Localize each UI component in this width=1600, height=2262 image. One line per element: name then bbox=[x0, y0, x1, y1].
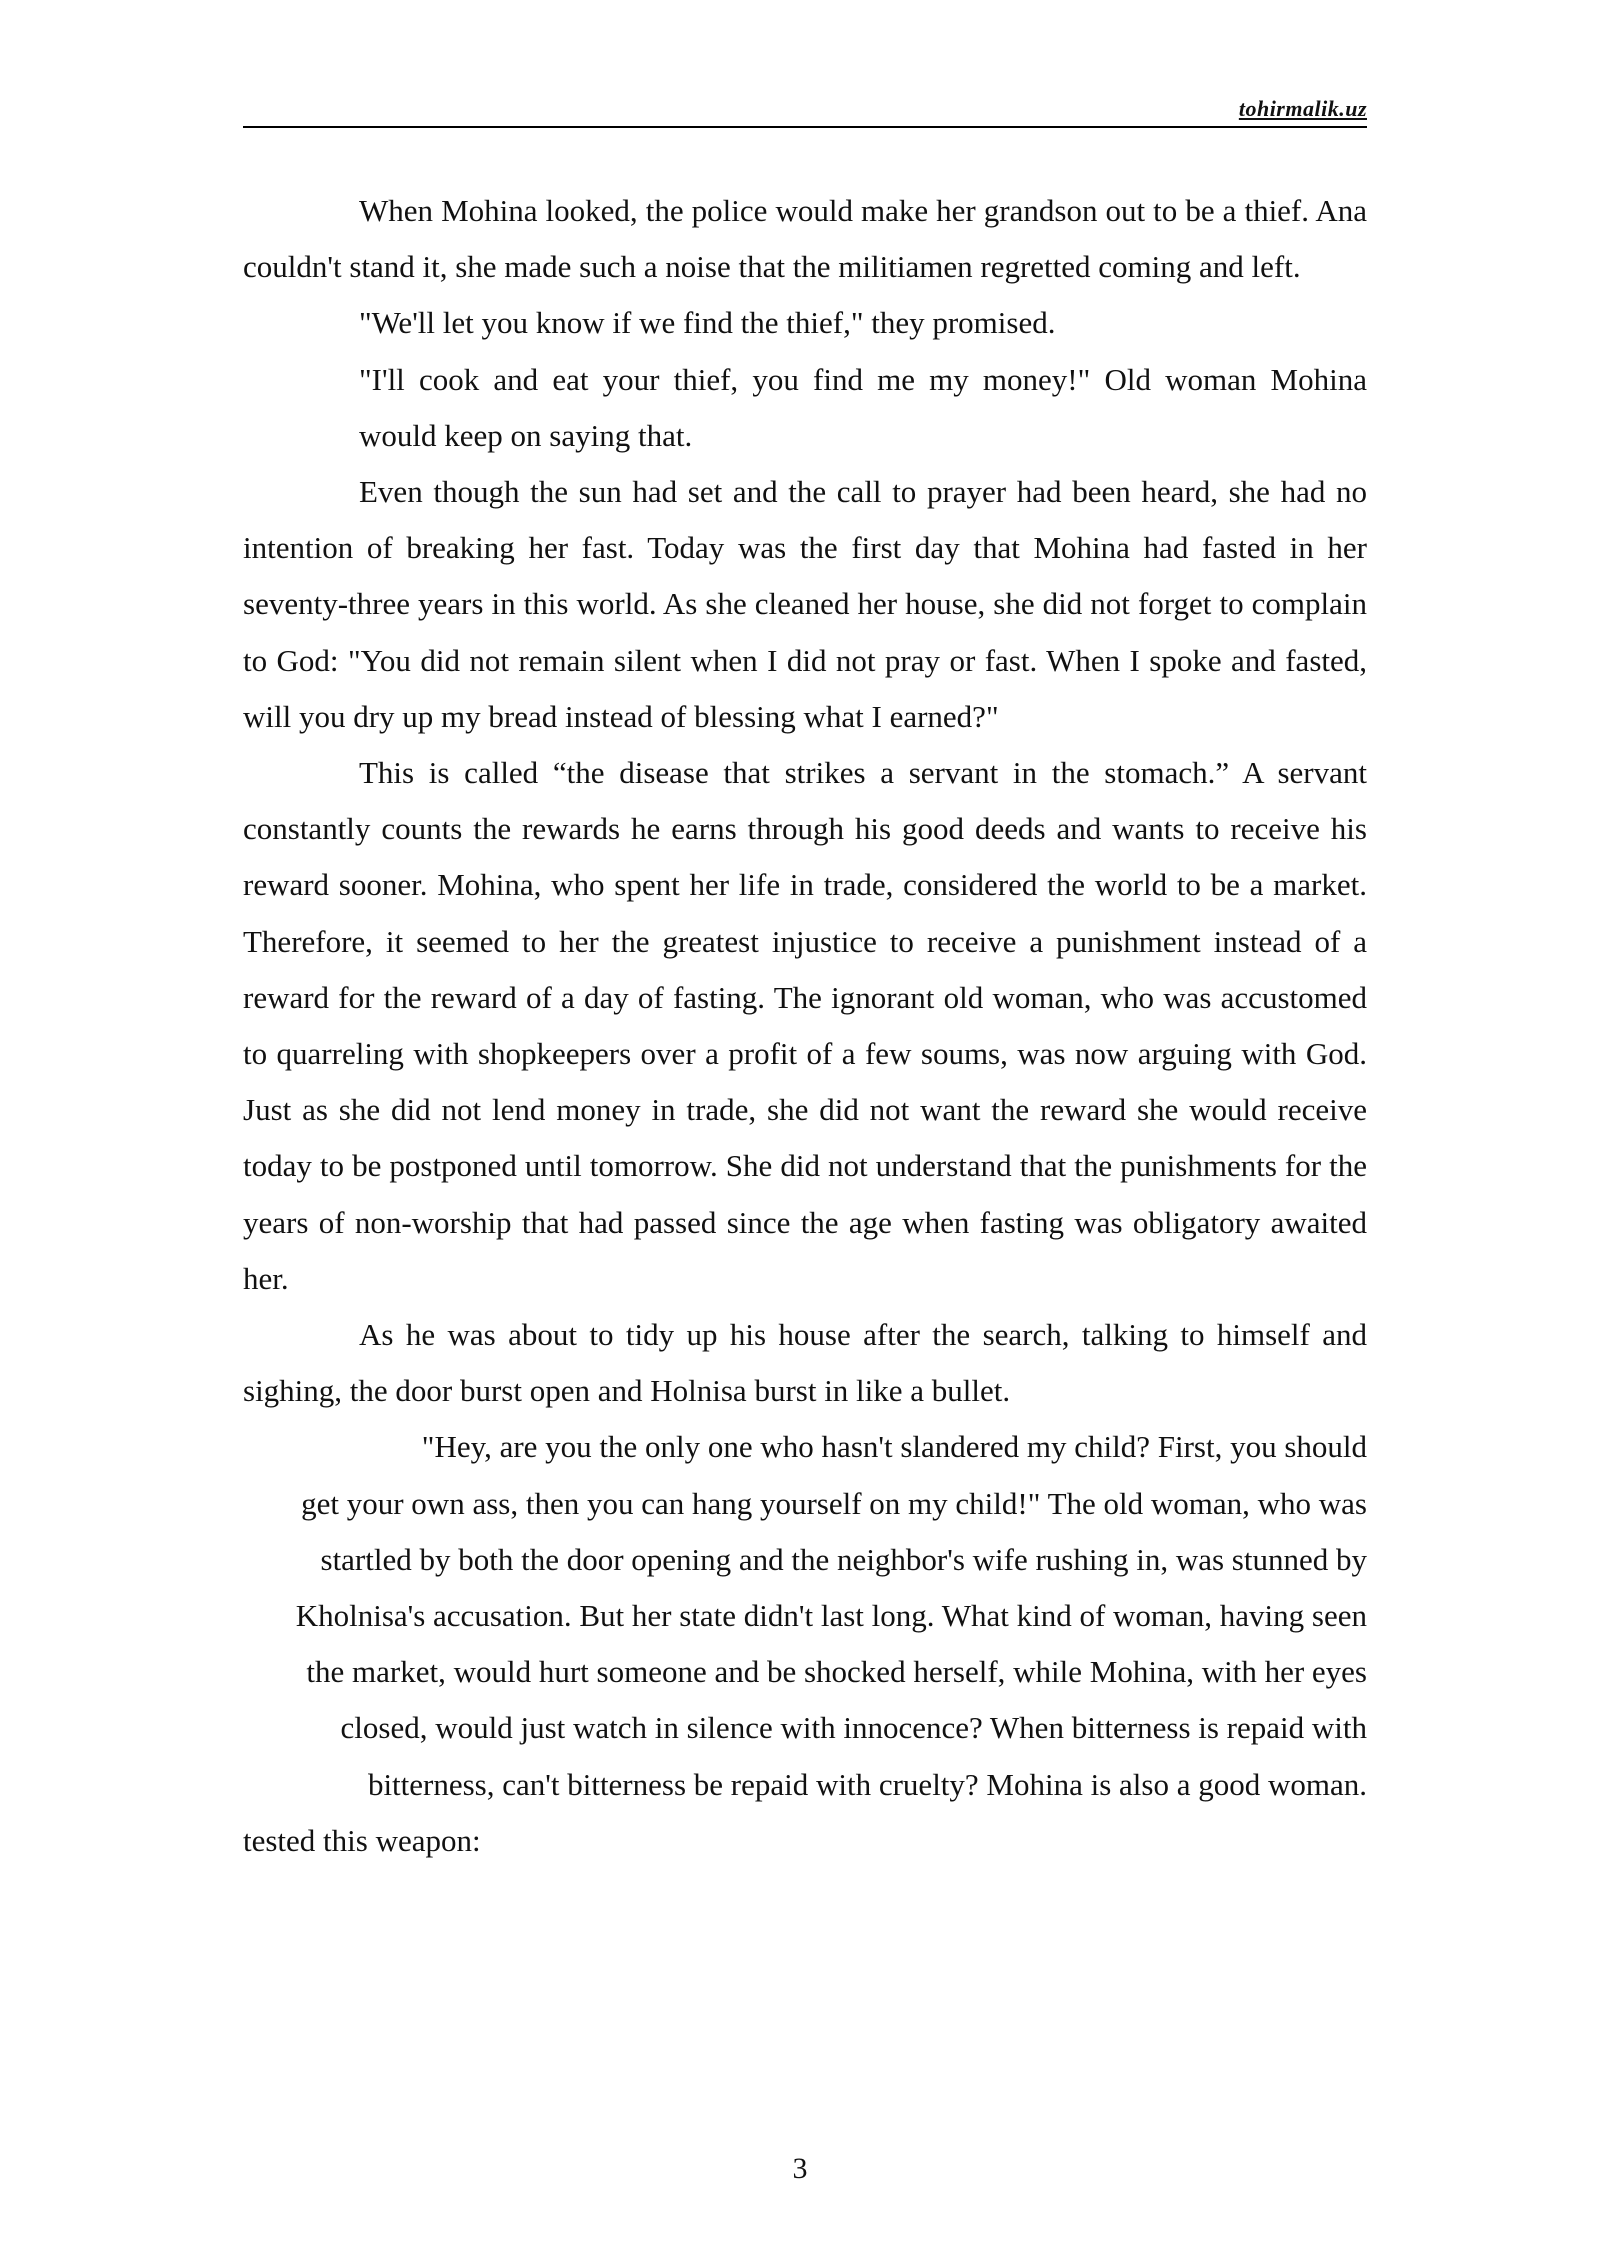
paragraph-4: Even though the sun had set and the call to prayer had been heard, she had no intention of breaking her fast. Today was the first day that Mohina had fasted in her seventy-three years in this world. As she cleaned her house, she did not forget to complain to God: "You did not remain silent when I did not pray or fast. When I spoke and fasted, will you dry up my bread instead of blessing what I earned?" bbox=[243, 474, 1367, 734]
paragraph-8: tested this weapon: bbox=[243, 1822, 481, 1858]
paragraph-7-line: startled by both the door opening and the neighbor's wife rushing in, was stunned by bbox=[320, 1541, 1367, 1577]
paragraph-7-line: closed, would just watch in silence with innocence? When bitterness is repaid with bbox=[340, 1710, 1367, 1746]
paragraph-2: "We'll let you know if we find the thief," they promised. bbox=[359, 305, 1056, 341]
paragraph-7 bbox=[243, 1419, 1367, 1812]
paragraph-7-line: Kholnisa's accusation. But her state didn't last long. What kind of woman, having seen bbox=[295, 1598, 1367, 1634]
paragraph-7-line: bitterness, can't bitterness be repaid with cruelty? Mohina is also a good woman. bbox=[367, 1766, 1367, 1802]
paragraph-7-line: "Hey, are you the only one who hasn't slandered my child? First, you should bbox=[421, 1429, 1367, 1465]
page-number: 3 bbox=[792, 2152, 808, 2185]
paragraph-6: As he was about to tidy up his house after the search, talking to himself and sighing, the door burst open and Holnisa burst in like a bullet. bbox=[243, 1317, 1367, 1409]
paragraph-5: This is called “the disease that strikes a servant in the stomach.” A servant constantly counts the rewards he earns through his good deeds and wants to receive his reward sooner. Mohina, who spent her life in trade, considered the world to be a market. Therefore, it seemed to her the greatest injustice to receive a punishment instead of a reward for the reward of a day of fasting. The ignorant old woman, who was accustomed to quarreling with shopkeepers over a profit of a few soums, was now arguing with God. Just as she did not lend money in trade, she did not want the reward she would receive today to be postponed until tomorrow. She did not understand that the punishments for the years of non-worship that had passed since the age when fasting was obligatory awaited her. bbox=[243, 755, 1367, 1296]
body-text bbox=[243, 183, 1367, 1869]
paragraph-7-line: the market, would hurt someone and be shocked herself, while Mohina, with her eyes bbox=[306, 1654, 1367, 1690]
paragraph-1: When Mohina looked, the police would make her grandson out to be a thief. Ana couldn't stand it, she made such a noise that the militiamen regretted coming and left. bbox=[243, 193, 1367, 285]
paragraph-7-line: get your own ass, then you can hang yourself on my child!" The old woman, who was bbox=[301, 1485, 1367, 1521]
header-site-name: tohirmalik.uz bbox=[1238, 96, 1367, 121]
page-header bbox=[243, 96, 1367, 128]
paragraph-3: "I'll cook and eat your thief, you find me my money!" Old woman Mohina would keep on saying that. bbox=[359, 361, 1367, 453]
